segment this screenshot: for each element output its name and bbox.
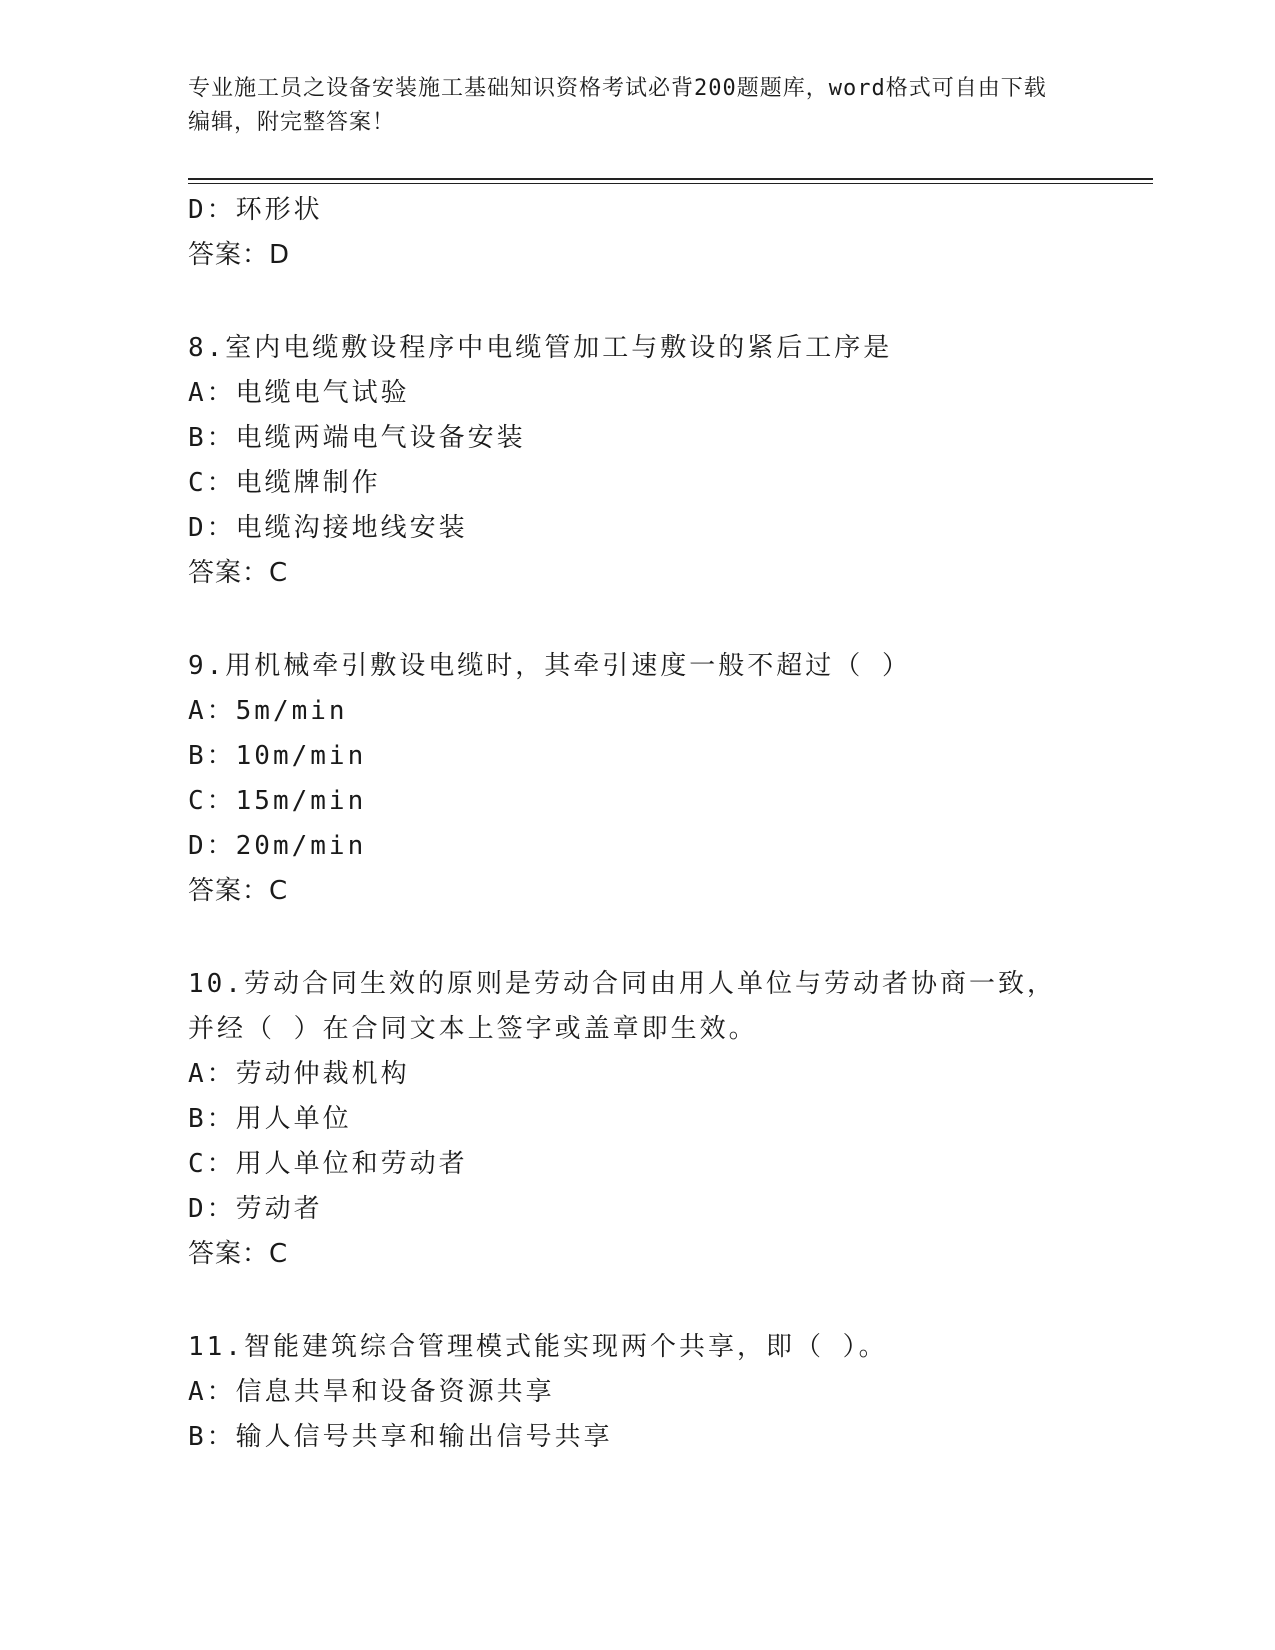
option-b: B：输人信号共享和输出信号共享 [188, 1422, 613, 1452]
option-d: D：20m/min [188, 831, 367, 861]
answer-line: 答案：C [188, 876, 289, 906]
answer-line: 答案：C [188, 1239, 289, 1269]
answer-line: 答案：D [188, 240, 291, 270]
option-b: B：10m/min [188, 741, 367, 771]
header-divider-thick [188, 178, 1153, 180]
question-stem-10: 10.劳动合同生效的原则是劳动合同由用人单位与劳动者协商一致，并经（ ）在合同文本上签字或盖章即生效。 [188, 969, 1056, 1044]
header-note: 专业施工员之设备安装施工基础知识资格考试必背200题题库，word格式可自由下载编辑，附完整答案！ [188, 76, 1047, 135]
option-d: D：电缆沟接地线安装 [188, 513, 468, 543]
option-b: B：电缆两端电气设备安装 [188, 423, 526, 453]
option-d: D：劳动者 [188, 1194, 323, 1224]
option-a: A：5m/min [188, 696, 348, 726]
option-a: A：劳动仲裁机构 [188, 1059, 410, 1089]
option-d: D：环形状 [188, 195, 323, 225]
option-c: C：15m/min [188, 786, 367, 816]
question-stem-11: 11.智能建筑综合管理模式能实现两个共享，即（ ）。 [188, 1332, 888, 1362]
option-c: C：电缆牌制作 [188, 468, 381, 498]
header-divider-thin [188, 183, 1153, 184]
question-stem-8: 8.室内电缆敷设程序中电缆管加工与敷设的紧后工序是 [188, 333, 893, 363]
answer-line: 答案：C [188, 558, 289, 588]
question-stem-9: 9.用机械牵引敷设电缆时，其牵引速度一般不超过（ ） [188, 651, 911, 681]
option-a: A：信息共旱和设备资源共享 [188, 1377, 555, 1407]
option-c: C：用人单位和劳动者 [188, 1149, 468, 1179]
option-a: A：电缆电气试验 [188, 378, 410, 408]
question-list [188, 188, 1088, 1460]
option-b: B：用人单位 [188, 1104, 352, 1134]
